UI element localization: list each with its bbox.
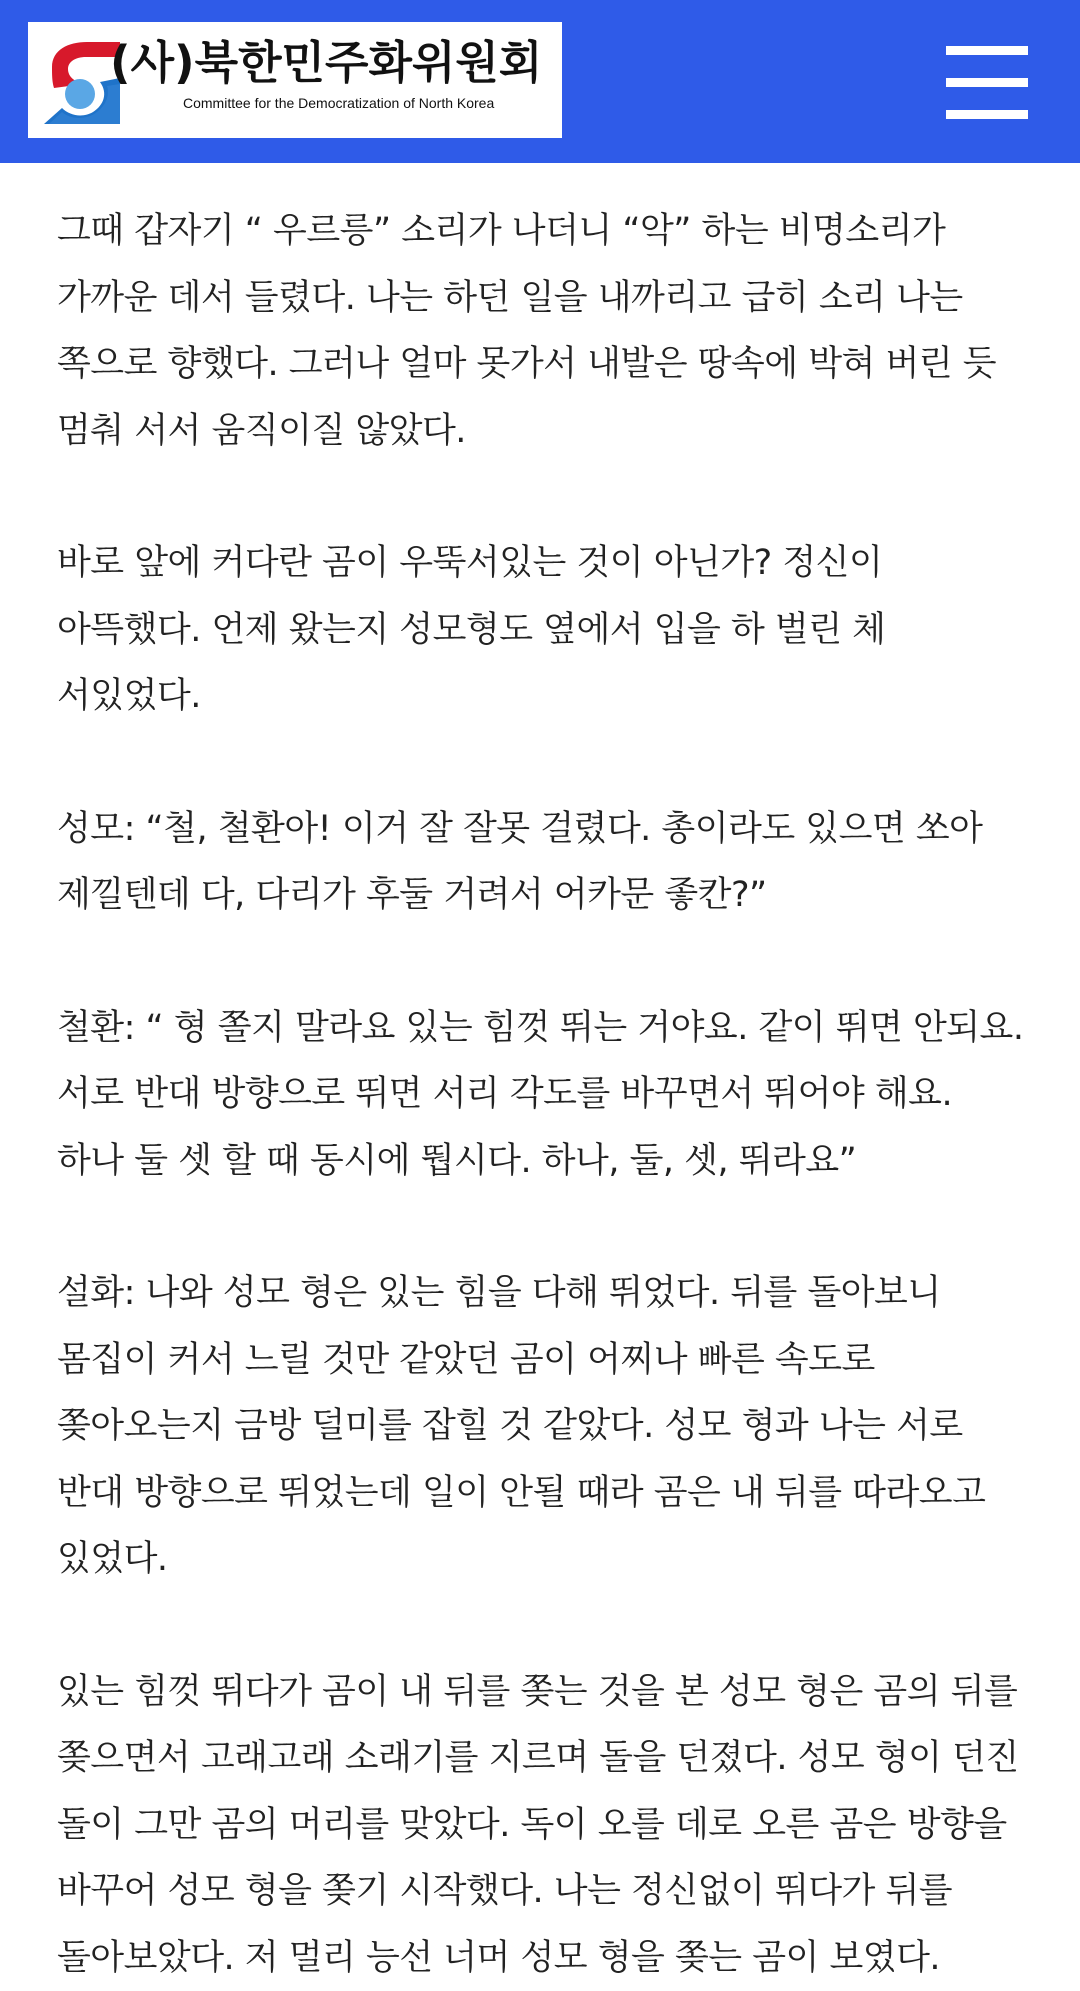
article-paragraph: 철환: “ 형 쫄지 말라요 있는 힘껏 뛰는 거야요. 같이 뛰면 안되요. 서로 반대 방향으로 뛰면 서리 각도를 바꾸면서 뛰어야 해요. 하나 둘 셋 할 때 동시에 뛉시다. 하나, 둘, 셋, 뛰라요” bbox=[57, 995, 1027, 1195]
hamburger-menu-icon bbox=[946, 78, 1028, 87]
article-paragraph: 그때 갑자기 “ 우르릉” 소리가 나더니 “악” 하는 비명소리가 가까운 데서 들렸다. 나는 하던 일을 내까리고 급히 소리 나는 쪽으로 향했다. 그러나 얼마 못가서 내발은 땅속에 박혀 버린 듯 멈춰 서서 움직이질 않았다. bbox=[57, 198, 1027, 464]
article-paragraph: 성모: “철, 철환아! 이거 잘 잘못 걸렸다. 총이라도 있으면 쏘아 제낄텐데 다, 다리가 후둘 거려서 어카문 좋칸?” bbox=[57, 796, 1027, 929]
site-logo[interactable] bbox=[28, 22, 562, 138]
article-paragraph: 설화: 나와 성모 형은 있는 힘을 다해 뛰었다. 뒤를 돌아보니 몸집이 커서 느릴 것만 같았던 곰이 어찌나 빠른 속도로 쫒아오는지 금방 덜미를 잡힐 것 같았다. 성모 형과 나는 서로 반대 방향으로 뛰었는데 일이 안될 때라 곰은 내 뒤를 따라오고 있었다. bbox=[57, 1260, 1027, 1593]
hamburger-menu-icon bbox=[946, 46, 1028, 55]
site-header bbox=[0, 0, 1080, 163]
article-paragraph: 바로 앞에 커다란 곰이 우뚝서있는 것이 아닌가? 정신이 아뜩했다. 언제 왔는지 성모형도 옆에서 입을 하 벌린 체 서있었다. bbox=[57, 530, 1027, 730]
hamburger-menu-icon bbox=[946, 110, 1028, 119]
committee-emblem-icon bbox=[44, 40, 120, 124]
logo-subtitle: Committee for the Democratization of North Korea bbox=[183, 94, 494, 112]
logo-title: (사)북한민주화위원회 bbox=[110, 34, 542, 92]
article-body bbox=[57, 198, 1027, 1991]
hamburger-menu-button[interactable] bbox=[942, 46, 1030, 120]
article-paragraph: 있는 힘껏 뛰다가 곰이 내 뒤를 쫒는 것을 본 성모 형은 곰의 뒤를 쫒으면서 고래고래 소래기를 지르며 돌을 던졌다. 성모 형이 던진 돌이 그만 곰의 머리를 맞았다. 독이 오를 데로 오른 곰은 방향을 바꾸어 성모 형을 쫒기 시작했다. 나는 정신없이 뛰다가 뒤를 돌아보았다. 저 멀리 능선 너머 성모 형을 쫒는 곰이 보였다. bbox=[57, 1659, 1027, 1991]
